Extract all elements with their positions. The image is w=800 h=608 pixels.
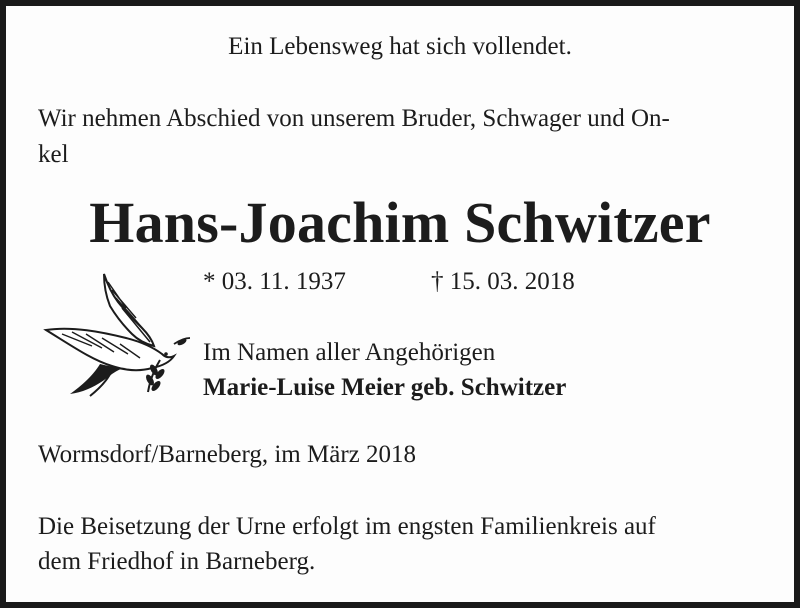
burial-text-line-1: Die Beisetzung der Urne erfolgt im engsten Familienkreis auf	[38, 513, 656, 540]
death-date: † 15. 03. 2018	[431, 268, 575, 295]
deceased-name: Hans-Joachim Schwitzer	[89, 190, 711, 255]
farewell-text-line-2: kel	[38, 141, 69, 168]
on-behalf-text: Im Namen aller Angehörigen	[203, 339, 496, 366]
birth-date: * 03. 11. 1937	[203, 268, 346, 295]
place-and-date: Wormsdorf/Barneberg, im März 2018	[38, 441, 416, 468]
burial-text-line-2: dem Friedhof in Barneberg.	[38, 548, 316, 575]
farewell-text-line-1: Wir nehmen Abschied von unserem Bruder, Schwager und On-	[38, 105, 670, 132]
intro-text: Ein Lebensweg hat sich vollendet.	[228, 33, 572, 60]
signer-name: Marie-Luise Meier geb. Schwitzer	[203, 374, 567, 401]
dove-with-olive-branch-icon	[42, 268, 192, 400]
